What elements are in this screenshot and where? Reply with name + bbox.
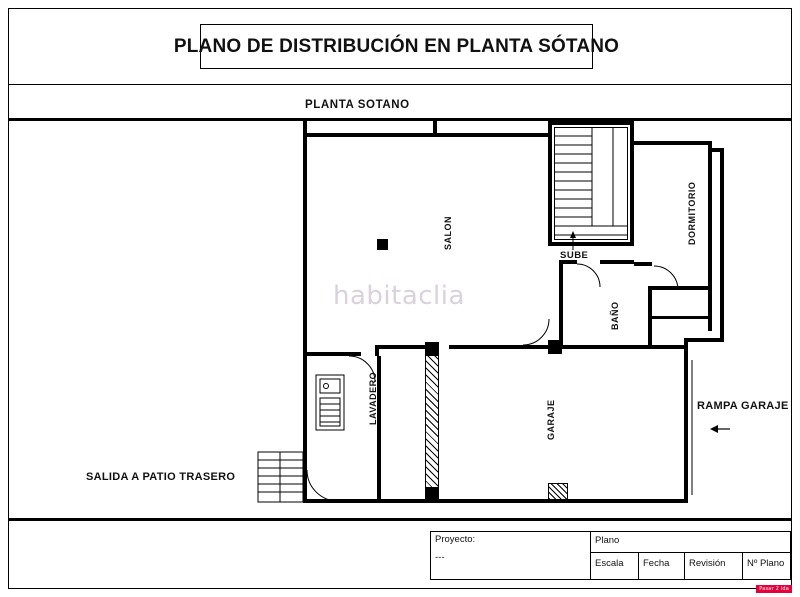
garage-floor-hatch <box>548 483 568 500</box>
wall-top-right-segment <box>437 133 548 137</box>
pillar-garage-top <box>425 342 439 356</box>
wall-bano-left <box>559 260 563 348</box>
pillar-garage-right <box>548 340 562 354</box>
plan-number-cell: Nº Plano <box>747 558 785 569</box>
wall-divider-step-mid <box>349 352 361 356</box>
room-label-salon: SALON <box>443 216 453 250</box>
wall-garage-right-vertical <box>684 338 688 503</box>
wall-right-lower-step <box>684 338 724 342</box>
revision-cell: Revisión <box>685 553 743 579</box>
wall-bano-mid <box>648 286 708 290</box>
plan-info-cells <box>591 532 790 579</box>
annotation-rampa-garaje: RAMPA GARAJE <box>697 400 789 412</box>
wall-divider-step-riser <box>375 345 379 356</box>
wall-stair-right <box>630 121 634 246</box>
wall-bottom-main <box>303 499 688 503</box>
project-label: Proyecto: <box>435 534 476 545</box>
page-title: PLANO DE DISTRIBUCIÓN EN PLANTA SÓTANO <box>173 35 620 57</box>
title-divider-line <box>9 84 791 85</box>
room-label-lavadero: LAVADERO <box>368 371 378 425</box>
wall-lavadero-left-door-jamb <box>303 470 307 503</box>
room-label-garaje: GARAJE <box>546 399 556 440</box>
project-value: --- <box>435 552 445 563</box>
plan-attributes-row <box>591 553 790 579</box>
wall-divider-step-left <box>303 352 349 356</box>
wall-stair-left <box>548 121 552 246</box>
scale-cell: Escala <box>591 553 639 579</box>
room-label-dormitorio: DORMITORIO <box>687 181 697 245</box>
source-badge: Pasar 2 ida <box>756 585 792 593</box>
wall-stair-bottom <box>548 242 634 246</box>
wall-upper-right-top <box>552 121 632 125</box>
annotation-sube: SUBE <box>560 250 589 261</box>
garage-partition-hatch <box>425 355 439 490</box>
plan-label-cell: Plano <box>591 532 790 553</box>
project-cell <box>431 532 591 579</box>
wall-right-outer-vertical <box>720 148 724 338</box>
annotation-salida-patio: SALIDA A PATIO TRASERO <box>86 471 236 483</box>
wall-top-left-segment <box>303 133 437 137</box>
wall-dorm-right-vertical <box>708 141 712 331</box>
bottom-boundary-wall <box>9 518 791 521</box>
wall-bano-top-2 <box>600 260 634 264</box>
watermark: habitaclia <box>333 281 465 311</box>
drawing-info-block <box>430 531 791 580</box>
staircase-sube <box>554 127 628 240</box>
wall-salon-garage-divider-2 <box>449 345 559 349</box>
wall-left-main <box>303 121 307 503</box>
date-cell: Fecha <box>639 553 685 579</box>
title-block <box>173 24 620 69</box>
pillar-garage-bottom <box>425 487 439 501</box>
wall-dorm-bottom <box>634 262 652 266</box>
wall-dorm-top <box>634 141 712 145</box>
wall-bano-bottom <box>559 345 684 349</box>
top-boundary-wall <box>9 118 791 121</box>
plan-level-label: PLANTA SOTANO <box>305 99 410 111</box>
wall-bano-interior <box>652 316 708 319</box>
pillar-salon <box>377 239 388 250</box>
room-label-bano: BAÑO <box>610 301 620 330</box>
